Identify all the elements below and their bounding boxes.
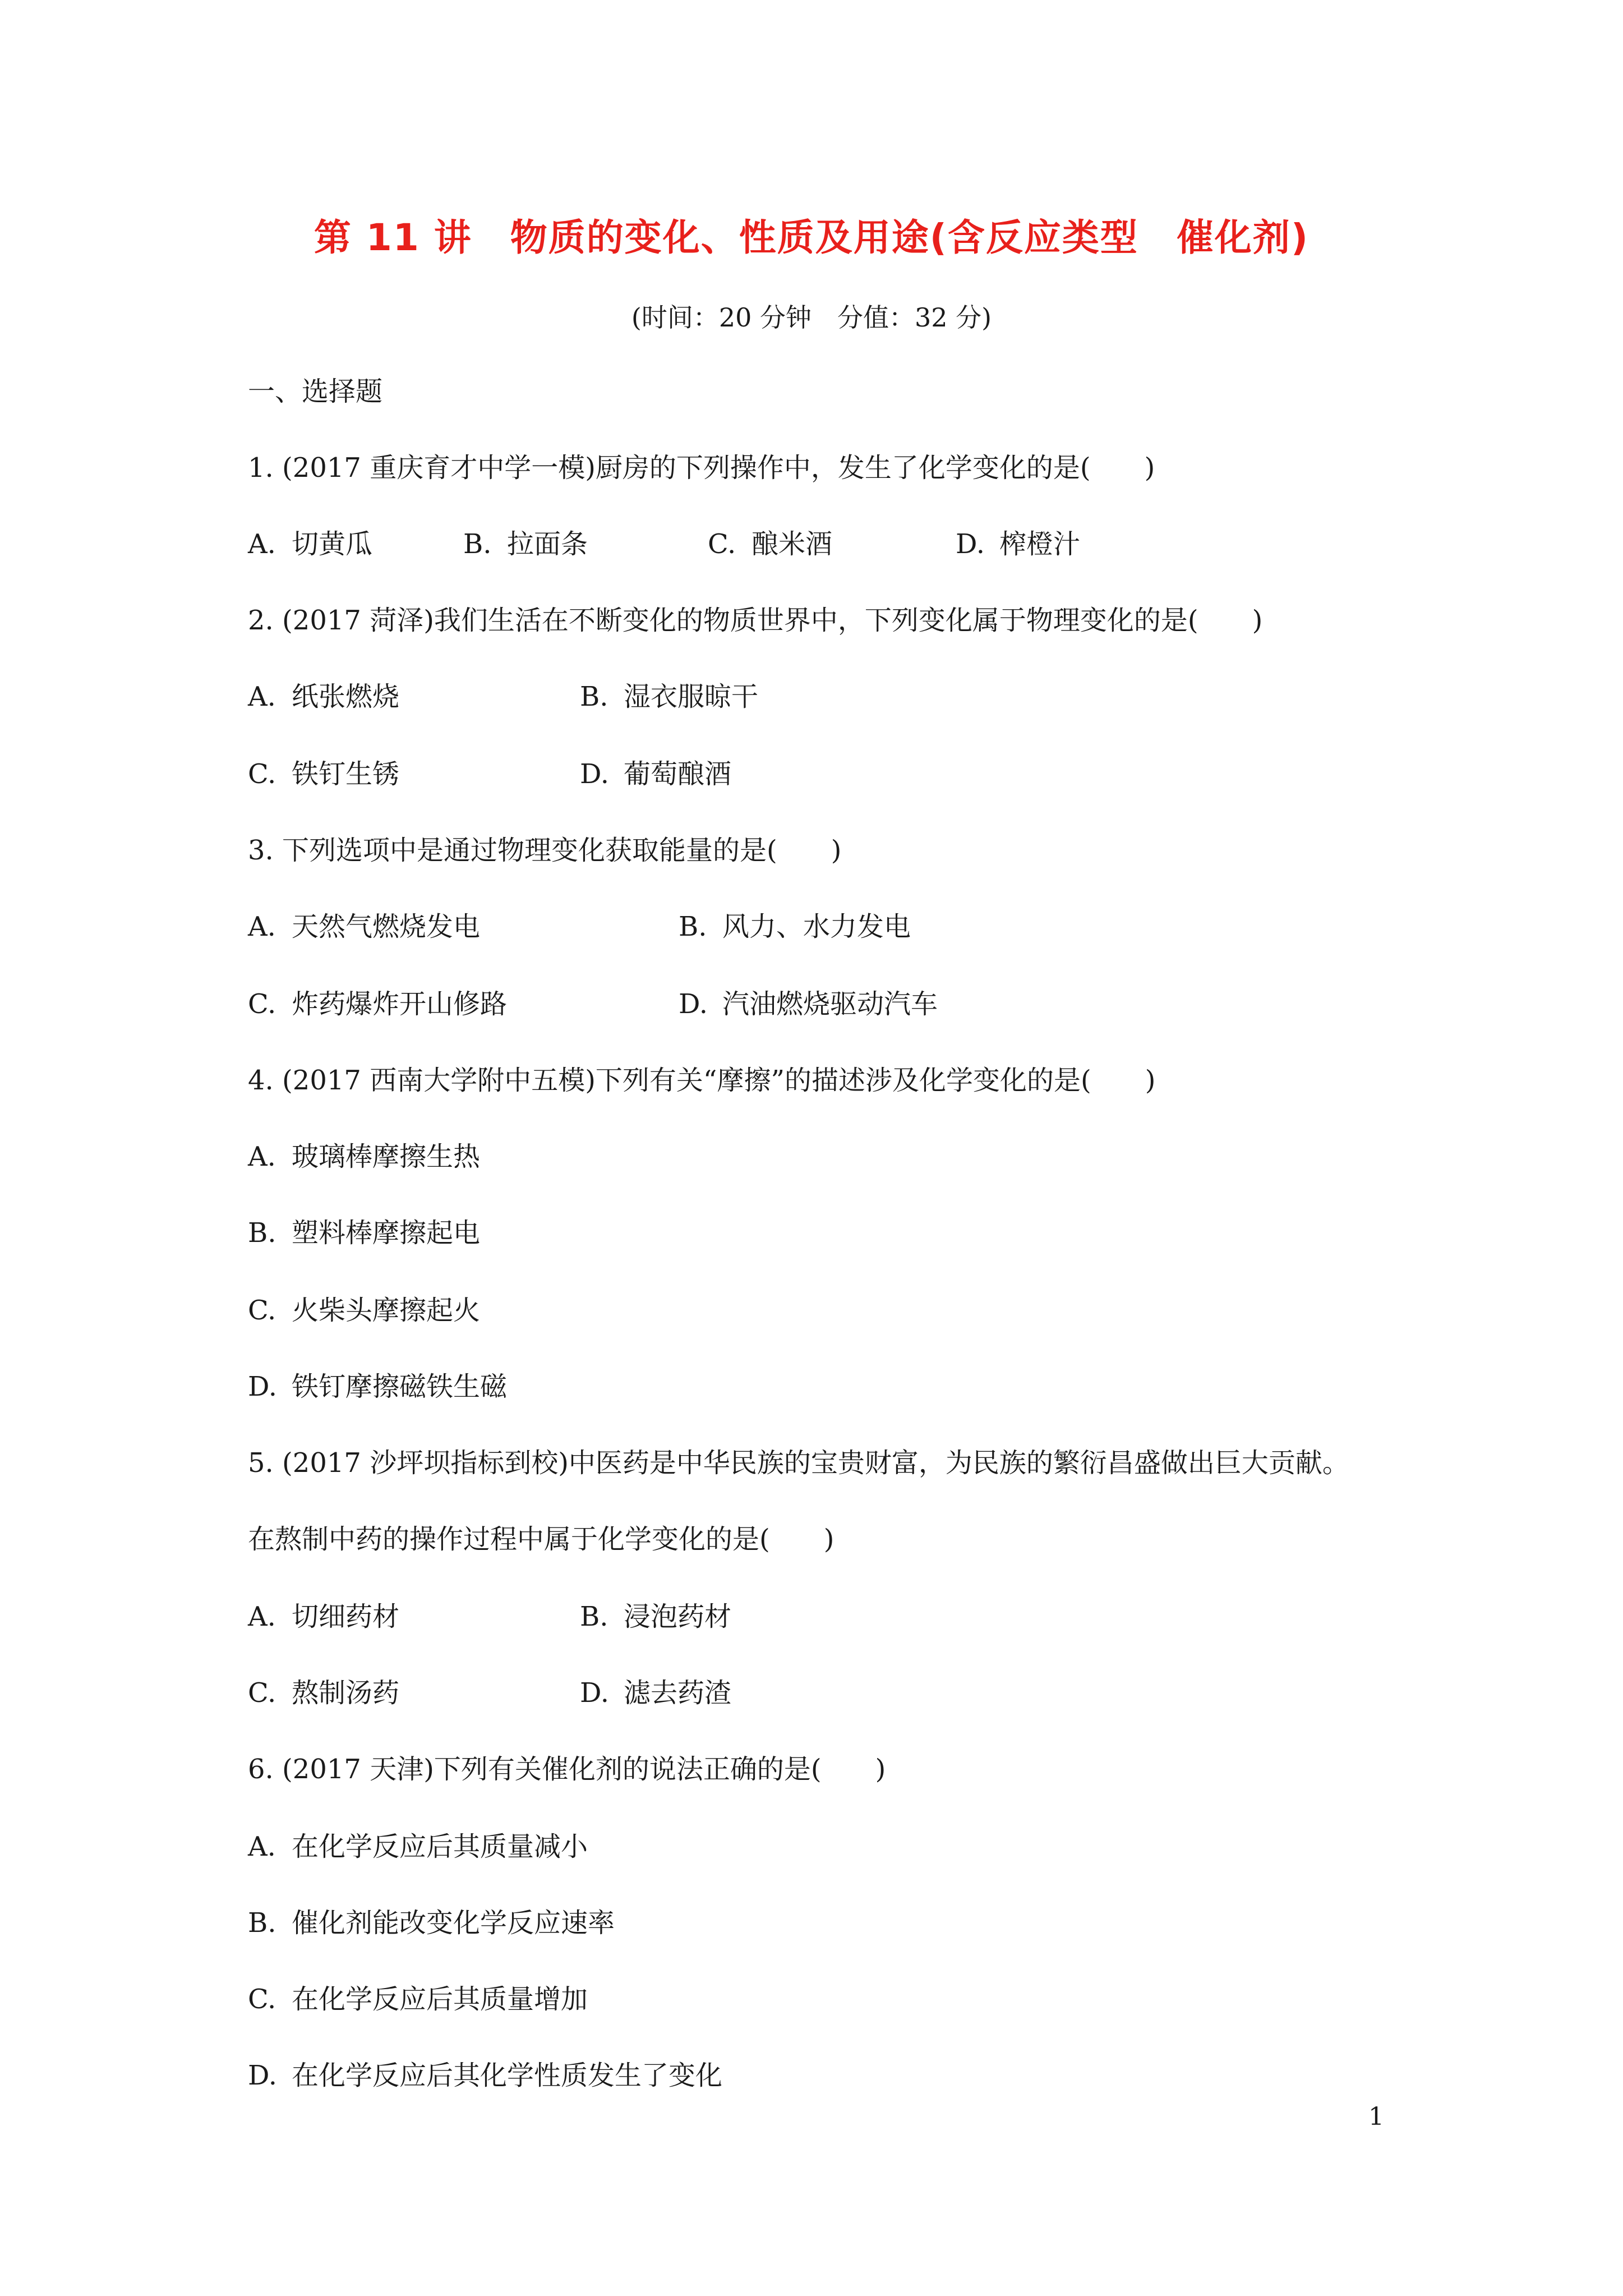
option-text: 切黄瓜 — [292, 528, 373, 560]
question-6-option-c — [248, 1982, 588, 2016]
option-text: 在化学反应后其质量增加 — [292, 1984, 588, 2015]
option-letter: A. — [248, 1141, 276, 1172]
question-2-option-c — [248, 757, 399, 791]
option-letter: C. — [248, 1295, 276, 1326]
option-letter: A. — [248, 1831, 276, 1862]
option-letter: B. — [679, 911, 707, 942]
question-3-option-a — [248, 910, 480, 944]
option-text: 纸张燃烧 — [292, 681, 400, 712]
option-text: 炸药爆炸开山修路 — [292, 988, 508, 1020]
option-text: 酿米酒 — [751, 528, 833, 560]
option-letter: D. — [956, 528, 985, 560]
question-6-option-d — [248, 2059, 722, 2092]
option-letter: D. — [248, 2060, 278, 2091]
option-text: 天然气燃烧发电 — [292, 911, 481, 942]
section-heading: 一、选择题 — [248, 376, 383, 407]
question-4-option-b — [248, 1216, 480, 1250]
option-text: 玻璃棒摩擦生热 — [292, 1141, 481, 1172]
question-3-option-d — [679, 987, 938, 1021]
question-2-option-b — [580, 680, 758, 714]
option-letter: A. — [248, 1601, 276, 1632]
question-1-stem: 1. (2017 重庆育才中学一模)厨房的下列操作中，发生了化学变化的是( ) — [248, 452, 1155, 484]
option-letter: B. — [580, 681, 608, 712]
option-letter: A. — [248, 528, 276, 560]
option-text: 熬制汤药 — [292, 1677, 400, 1709]
option-text: 在化学反应后其化学性质发生了变化 — [292, 2060, 723, 2091]
option-text: 风力、水力发电 — [722, 911, 911, 942]
question-4-option-d — [248, 1370, 507, 1404]
option-text: 拉面条 — [507, 528, 588, 560]
option-letter: C. — [248, 758, 276, 790]
option-text: 火柴头摩擦起火 — [292, 1295, 481, 1326]
question-5-option-a — [248, 1600, 399, 1634]
option-letter: B. — [248, 1217, 276, 1249]
option-letter: B. — [580, 1601, 608, 1632]
option-text: 葡萄酿酒 — [624, 758, 732, 790]
page-subtitle: (时间：20 分钟 分值：32 分) — [631, 302, 992, 333]
question-4-option-c — [248, 1294, 480, 1327]
option-text: 铁钉摩擦磁铁生磁 — [292, 1371, 508, 1402]
option-letter: B. — [463, 528, 492, 560]
option-text: 在化学反应后其质量减小 — [292, 1831, 588, 1862]
question-5-option-b — [580, 1600, 731, 1634]
question-6-option-a — [248, 1830, 588, 1864]
option-text: 浸泡药材 — [624, 1601, 732, 1632]
option-text: 催化剂能改变化学反应速率 — [292, 1907, 615, 1939]
question-2-stem: 2. (2017 菏泽)我们生活在不断变化的物质世界中，下列变化属于物理变化的是( ) — [248, 605, 1263, 636]
option-letter: D. — [248, 1371, 278, 1402]
question-1-option-d — [956, 527, 1080, 561]
question-4-option-a — [248, 1140, 480, 1174]
question-1-option-c — [708, 527, 832, 561]
option-letter: A. — [248, 911, 276, 942]
option-text: 铁钉生锈 — [292, 758, 400, 790]
question-3-stem: 3. 下列选项中是通过物理变化获取能量的是( ) — [248, 835, 842, 866]
option-letter: D. — [679, 988, 708, 1020]
question-1-option-b — [463, 527, 588, 561]
option-letter: D. — [580, 1677, 610, 1709]
question-5-option-c — [248, 1676, 399, 1710]
question-5-stem: 5. (2017 沙坪坝指标到校)中医药是中华民族的宝贵财富，为民族的繁衍昌盛做出巨大贡献。 — [248, 1447, 1349, 1479]
question-3-option-b — [679, 910, 911, 944]
question-6-option-b — [248, 1906, 615, 1940]
option-text: 汽油燃烧驱动汽车 — [722, 988, 938, 1020]
option-text: 切细药材 — [292, 1601, 400, 1632]
option-letter: C. — [248, 1984, 276, 2015]
option-letter: A. — [248, 681, 276, 712]
option-letter: C. — [708, 528, 736, 560]
option-text: 湿衣服晾干 — [624, 681, 759, 712]
question-6-stem: 6. (2017 天津)下列有关催化剂的说法正确的是( ) — [248, 1754, 886, 1785]
option-letter: D. — [580, 758, 610, 790]
option-text: 滤去药渣 — [624, 1677, 732, 1709]
page-title: 第 11 讲 物质的变化、性质及用途(含反应类型 催化剂) — [313, 216, 1310, 259]
option-letter: C. — [248, 988, 276, 1020]
question-4-stem: 4. (2017 西南大学附中五模)下列有关“摩擦”的描述涉及化学变化的是( ) — [248, 1065, 1156, 1096]
question-1-option-a — [248, 527, 372, 561]
option-letter: B. — [248, 1907, 276, 1939]
option-text: 塑料棒摩擦起电 — [292, 1217, 481, 1249]
question-5-stem-continued: 在熬制中药的操作过程中属于化学变化的是( ) — [248, 1524, 834, 1555]
option-text: 榨橙汁 — [999, 528, 1081, 560]
question-2-option-d — [580, 757, 731, 791]
option-letter: C. — [248, 1677, 276, 1709]
question-3-option-c — [248, 987, 507, 1021]
question-5-option-d — [580, 1676, 731, 1710]
question-2-option-a — [248, 680, 399, 714]
page-number: 1 — [1368, 2102, 1384, 2131]
